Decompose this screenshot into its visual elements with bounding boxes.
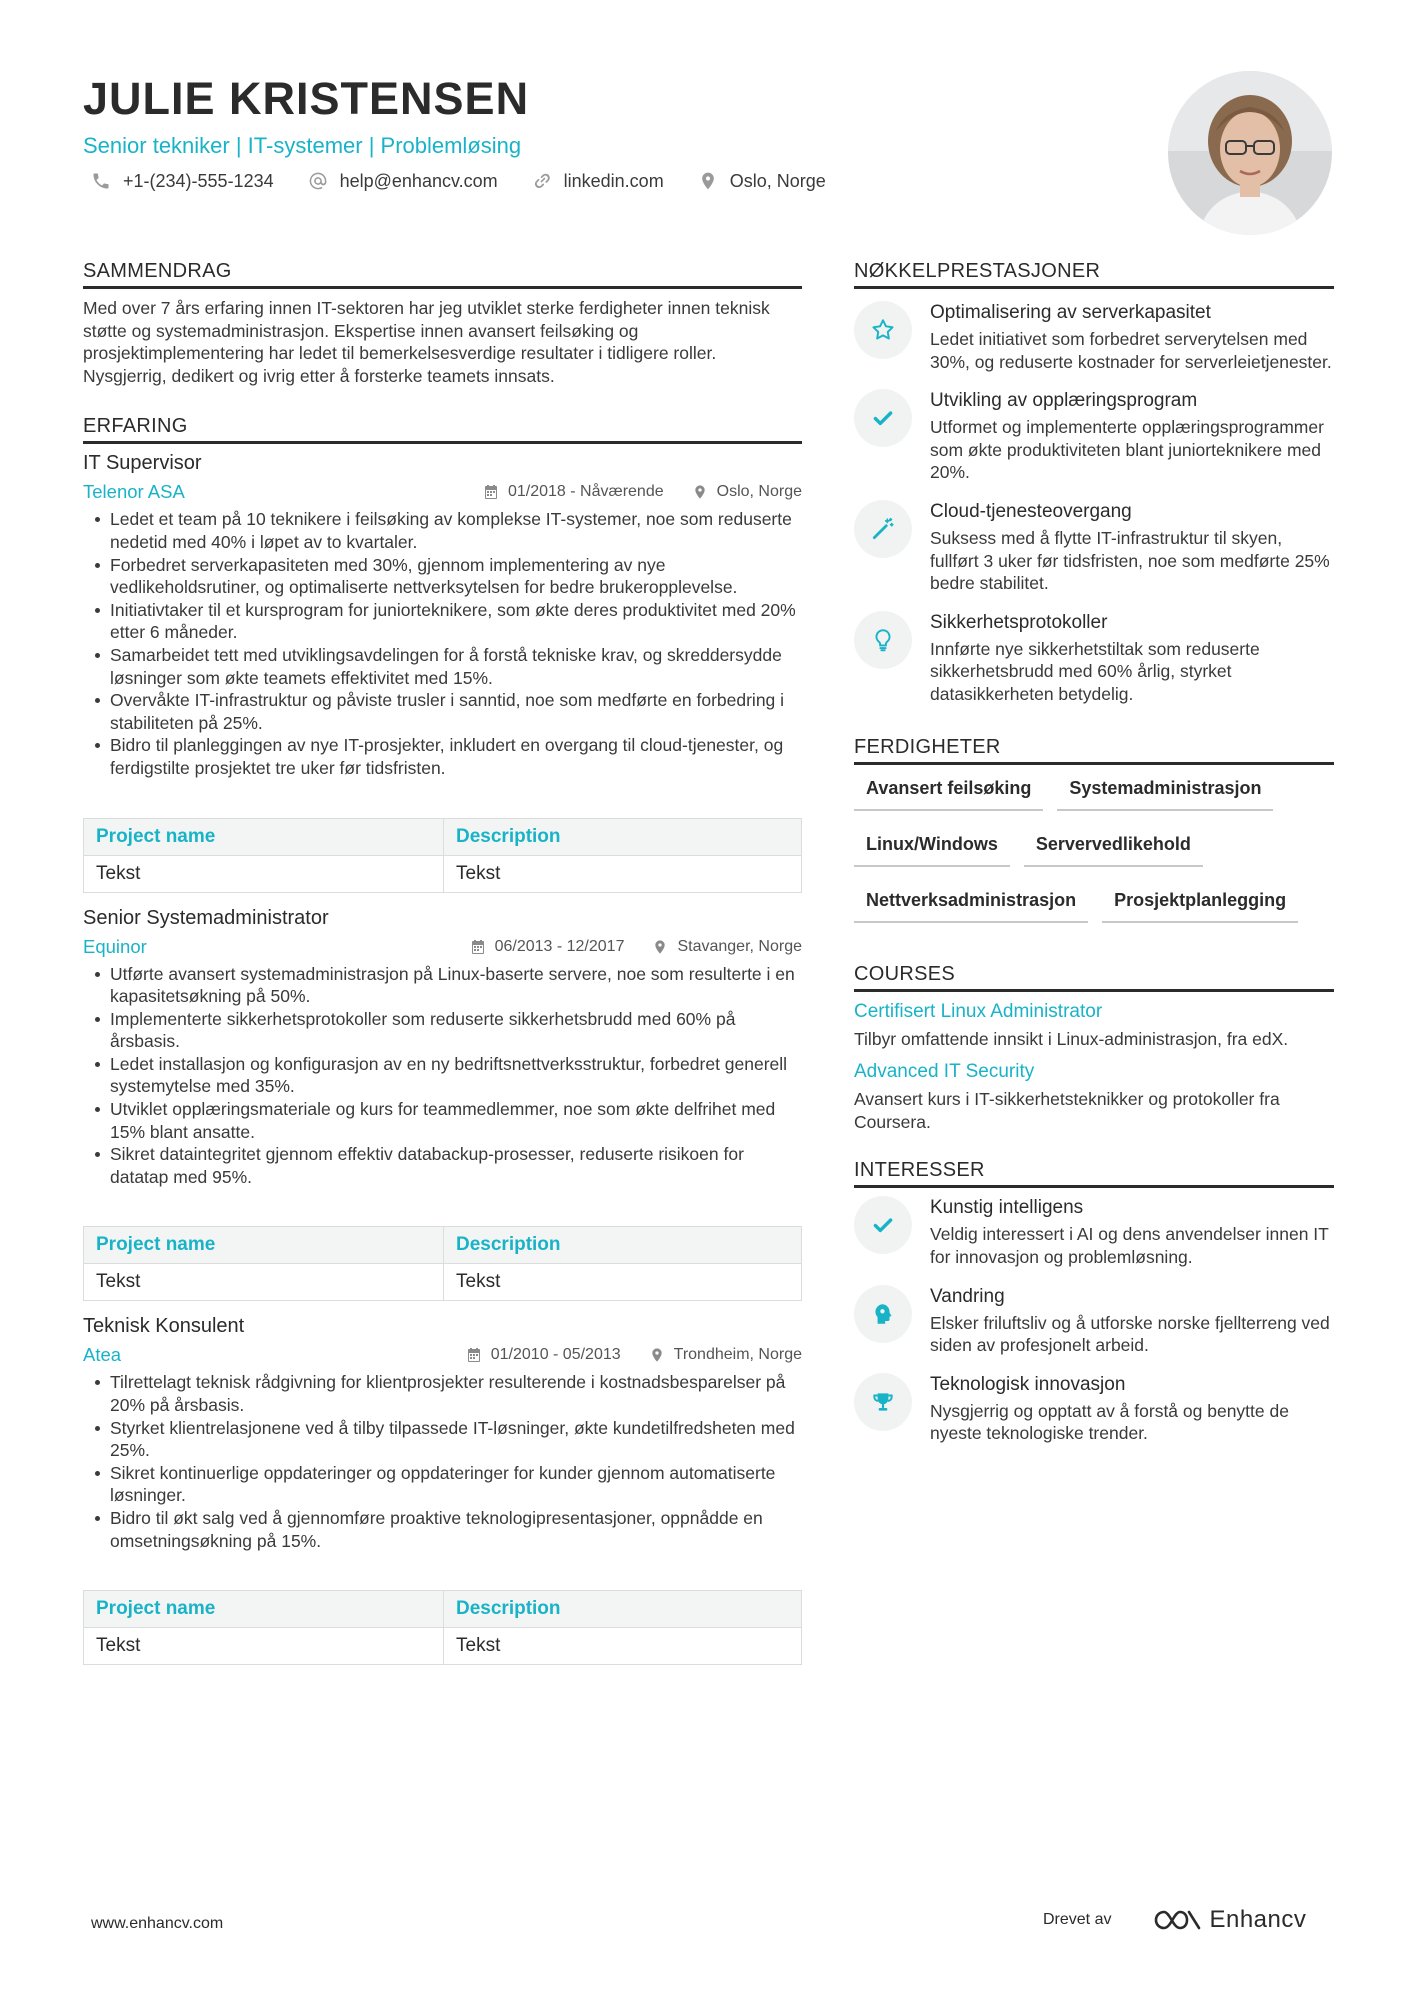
footer-brand [1043, 1906, 1306, 1934]
project-table [83, 818, 802, 893]
skill-tag: Nettverksadministrasjon [854, 887, 1088, 923]
brand-logo[interactable] [1153, 1906, 1306, 1934]
achievement-icon-wrap [854, 389, 912, 447]
link-icon [532, 171, 552, 191]
course-title: Certifisert Linux Administrator [854, 1000, 1103, 1022]
course-desc: Tilbyr omfattende innsikt i Linux-administrasjon, fra edX. [854, 1028, 1289, 1049]
job-dates [483, 480, 664, 504]
job-bullets [83, 1371, 802, 1552]
job-bullet: Sikret dataintegritet gjennom effektiv databackup-prosesser, reduserte risikoen for datatap med 95%. [95, 1143, 802, 1188]
job-meta [83, 480, 802, 504]
project-name-cell: Tekst [84, 1628, 444, 1665]
project-name-header: Project name [84, 818, 444, 855]
brand-name: Enhancv [1209, 1906, 1307, 1933]
calendar-icon [470, 939, 486, 955]
location-pin-icon [652, 939, 668, 955]
interest-icon-wrap [854, 1285, 912, 1343]
summary-title: SAMMENDRAG [83, 258, 802, 289]
job-bullet: Tilrettelagt teknisk rådgivning for klientprosjekter resulterende i kostnadsbesparelser på 20% på årsbasis. [95, 1371, 802, 1416]
project-description-header: Description [444, 1227, 802, 1264]
contact-row [83, 168, 1143, 194]
achievement-title: Optimalisering av serverkapasitet [930, 302, 1211, 323]
project-name-header: Project name [84, 1591, 444, 1628]
job-location-text: Oslo, Norge [716, 483, 802, 501]
check-icon [870, 1212, 896, 1238]
project-description-cell: Tekst [444, 855, 802, 892]
skills-list [854, 775, 1334, 943]
job-bullet: Ledet installasjon og konfigurasjon av en ny bedriftsnettverksstruktur, forbedret generell systemytelse med 35%. [95, 1053, 802, 1098]
summary-text: Med over 7 års erfaring innen IT-sektoren har jeg utviklet sterke ferdigheter innen teknisk støtte og systemadministrasjon. Ekspertise innen avansert feilsøking og prosjektimplementering har ledet til bemerkelsesverdige resultater i tidligere roller. Nysgjerrig, dedikert og ivrig etter å forsterke teamets innsats. [83, 298, 770, 386]
job-dates [466, 1343, 621, 1367]
project-name-header: Project name [84, 1227, 444, 1264]
job-entry [83, 450, 802, 892]
enhancv-logo-icon [1153, 1907, 1201, 1933]
job-bullets [83, 963, 802, 1189]
powered-by-text: Drevet av [1043, 1911, 1112, 1928]
left-column [83, 258, 802, 1665]
job-company: Atea [83, 1344, 122, 1366]
interest-item [854, 1196, 1334, 1268]
job-company: Telenor ASA [83, 481, 185, 503]
job-bullet: Samarbeidet tett med utviklingsavdelingen for å forstå tekniske krav, og skreddersydde løsninger som økte teamets effektivitet med 15%. [95, 644, 802, 689]
right-column [854, 258, 1334, 1445]
skill-tag: Avansert feilsøking [854, 775, 1043, 811]
linkedin-text: linkedin.com [563, 171, 664, 191]
project-description-cell: Tekst [444, 1628, 802, 1665]
project-description-cell: Tekst [444, 1264, 802, 1301]
achievement-item [854, 389, 1334, 484]
job-location [692, 480, 802, 504]
magic-wand-icon [870, 516, 896, 542]
interest-desc: Elsker friluftsliv og å utforske norske fjellterreng ved siden av profesjonelt arbeid. [930, 1312, 1330, 1356]
interest-title: Vandring [930, 1285, 1005, 1307]
job-entry [83, 905, 802, 1302]
interest-item [854, 1373, 1334, 1445]
achievement-desc: Suksess med å flytte IT-infrastruktur til skyen, fullført 3 uker før tidsfristen, noe som medførte 25% bedre stabilitet. [930, 527, 1330, 594]
achievement-icon-wrap [854, 301, 912, 359]
interest-desc: Veldig interessert i AI og dens anvendelser innen IT for innovasjon og problemløsning. [930, 1224, 1329, 1267]
project-description-header: Description [444, 818, 802, 855]
interest-title: Teknologisk innovasjon [930, 1373, 1126, 1395]
job-bullet: Initiativtaker til et kursprogram for juniorteknikere, som økte deres produktivitet med 20% etter 6 måneder. [95, 599, 802, 644]
achievement-desc: Ledet initiativet som forbedret serverytelsen med 30%, og reduserte kostnader for serverleietjenester. [930, 329, 1332, 372]
contact-email[interactable] [308, 168, 498, 194]
contact-location [698, 168, 826, 194]
interest-icon-wrap [854, 1196, 912, 1254]
job-bullet: Implementerte sikkerhetsprotokoller som reduserte sikkerhetsbrudd med 60% på årsbasis. [95, 1008, 802, 1053]
skill-tag: Systemadministrasjon [1057, 775, 1273, 811]
job-meta-right [442, 935, 802, 959]
courses-title: COURSES [854, 961, 1334, 992]
job-bullet: Bidro til planleggingen av nye IT-prosjekter, inkludert en overgang til cloud-tjenester, og ferdigstilte prosjektet tre uker før tidsfristen. [95, 734, 802, 779]
job-role: IT Supervisor [83, 452, 202, 475]
achievement-icon-wrap [854, 500, 912, 558]
avatar [1168, 71, 1332, 235]
job-role: Teknisk Konsulent [83, 1315, 245, 1338]
skill-tag: Prosjektplanlegging [1102, 887, 1298, 923]
achievement-title: Utvikling av opplæringsprogram [930, 390, 1198, 412]
job-location [649, 1343, 802, 1367]
achievement-desc: Innførte nye sikkerhetstiltak som reduserte sikkerhetsbrudd med 60% årlig, styrket datasikkerheten betydelig. [930, 638, 1260, 704]
trophy-icon [870, 1389, 896, 1415]
job-dates [470, 935, 625, 959]
email-text: help@enhancv.com [339, 171, 498, 191]
skill-tag: Linux/Windows [854, 831, 1010, 867]
job-bullet: Overvåkte IT-infrastruktur og påviste trusler i sanntid, noe som medførte en forbedring i stabiliteten på 25%. [95, 689, 802, 734]
job-bullet: Sikret kontinuerlige oppdateringer og oppdateringer for kunder gjennom automatiserte løsninger. [95, 1462, 802, 1507]
candidate-subtitle: Senior tekniker | IT-systemer | Problemløsing [83, 133, 522, 158]
job-meta-right [438, 1343, 802, 1367]
job-dates-text: 01/2010 - 05/2013 [490, 1346, 621, 1364]
phone-text: +1-(234)-555-1234 [123, 171, 274, 191]
achievement-title: Sikkerhetsprotokoller [930, 611, 1108, 633]
header [83, 72, 1143, 194]
job-meta [83, 1343, 802, 1367]
phone-icon [91, 171, 111, 191]
interest-item [854, 1285, 1334, 1357]
job-location [652, 935, 802, 959]
job-location-text: Trondheim, Norge [673, 1346, 802, 1364]
star-icon [870, 317, 896, 343]
location-pin-icon [649, 1347, 665, 1363]
job-bullet: Styrket klientrelasjonene ved å tilby tilpassede IT-løsninger, økte kundetilfredsheten med 25%. [95, 1417, 802, 1462]
contact-phone [91, 168, 274, 194]
course-title: Advanced IT Security [854, 1061, 1035, 1083]
job-dates-text: 01/2018 - Nåværende [507, 483, 664, 501]
interest-title: Kunstig intelligens [930, 1197, 1084, 1219]
project-name-cell: Tekst [84, 855, 444, 892]
job-bullets [83, 508, 802, 779]
job-meta [83, 935, 802, 959]
interests-title: INTERESSER [854, 1157, 1334, 1188]
calendar-icon [466, 1347, 482, 1363]
job-meta-right [455, 480, 802, 504]
skills-title: FERDIGHETER [854, 734, 1334, 765]
location-pin-icon [698, 171, 718, 191]
job-dates-text: 06/2013 - 12/2017 [494, 937, 625, 955]
at-sign-icon [308, 171, 328, 191]
footer-website[interactable]: www.enhancv.com [91, 1915, 224, 1932]
achievements-title: NØKKELPRESTASJONER [854, 258, 1334, 289]
location-pin-icon [692, 484, 708, 500]
interest-desc: Nysgjerrig og opptatt av å forstå og benytte de nyeste teknologiske trender. [930, 1400, 1289, 1444]
achievement-item [854, 611, 1334, 706]
job-bullet: Bidro til økt salg ved å gjennomføre proaktive teknologipresentasjoner, oppnådde en omsetningsøkning på 15%. [95, 1507, 802, 1552]
interest-icon-wrap [854, 1373, 912, 1431]
job-bullet: Utviklet opplæringsmateriale og kurs for teammedlemmer, noe som økte delfrihet med 15% blant ansatte. [95, 1098, 802, 1143]
skill-tag: Servervedlikehold [1024, 831, 1203, 867]
lightbulb-icon [870, 627, 896, 653]
achievement-title: Cloud-tjenesteovergang [930, 500, 1132, 522]
course-item [854, 1060, 1334, 1133]
job-entry [83, 1313, 802, 1665]
head-icon [870, 1301, 896, 1327]
project-table [83, 1590, 802, 1665]
calendar-icon [483, 484, 499, 500]
candidate-name: JULIE KRISTENSEN [83, 73, 530, 124]
achievement-desc: Utformet og implementerte opplæringsprogrammer som økte produktiviteten blant juniorteknikere med 20%. [930, 417, 1324, 483]
location-text: Oslo, Norge [729, 171, 826, 191]
course-item [854, 1000, 1334, 1051]
job-bullet: Forbedret serverkapasiteten med 30%, gjennom implementering av nye vedlikeholdsrutiner, og optimaliserte nettverksytelsen for bedre brukeropplevelse. [95, 554, 802, 599]
job-location-text: Stavanger, Norge [677, 937, 802, 955]
achievement-item [854, 301, 1334, 373]
contact-linkedin[interactable] [532, 168, 664, 194]
job-bullet: Utførte avansert systemadministrasjon på Linux-baserte servere, noe som resulterte i en kapasitetsøkning på 50%. [95, 963, 802, 1008]
project-name-cell: Tekst [84, 1264, 444, 1301]
achievement-item [854, 500, 1334, 595]
project-description-header: Description [444, 1591, 802, 1628]
job-role: Senior Systemadministrator [83, 906, 329, 929]
experience-title: ERFARING [83, 413, 802, 444]
project-table [83, 1226, 802, 1301]
check-icon [870, 405, 896, 431]
course-desc: Avansert kurs i IT-sikkerhetsteknikker og protokoller fra Coursera. [854, 1089, 1280, 1132]
job-company: Equinor [83, 935, 147, 957]
achievement-icon-wrap [854, 611, 912, 669]
job-bullet: Ledet et team på 10 teknikere i feilsøking av komplekse IT-systemer, noe som reduserte nedetid med 40% i løpet av to kvartaler. [95, 508, 802, 553]
